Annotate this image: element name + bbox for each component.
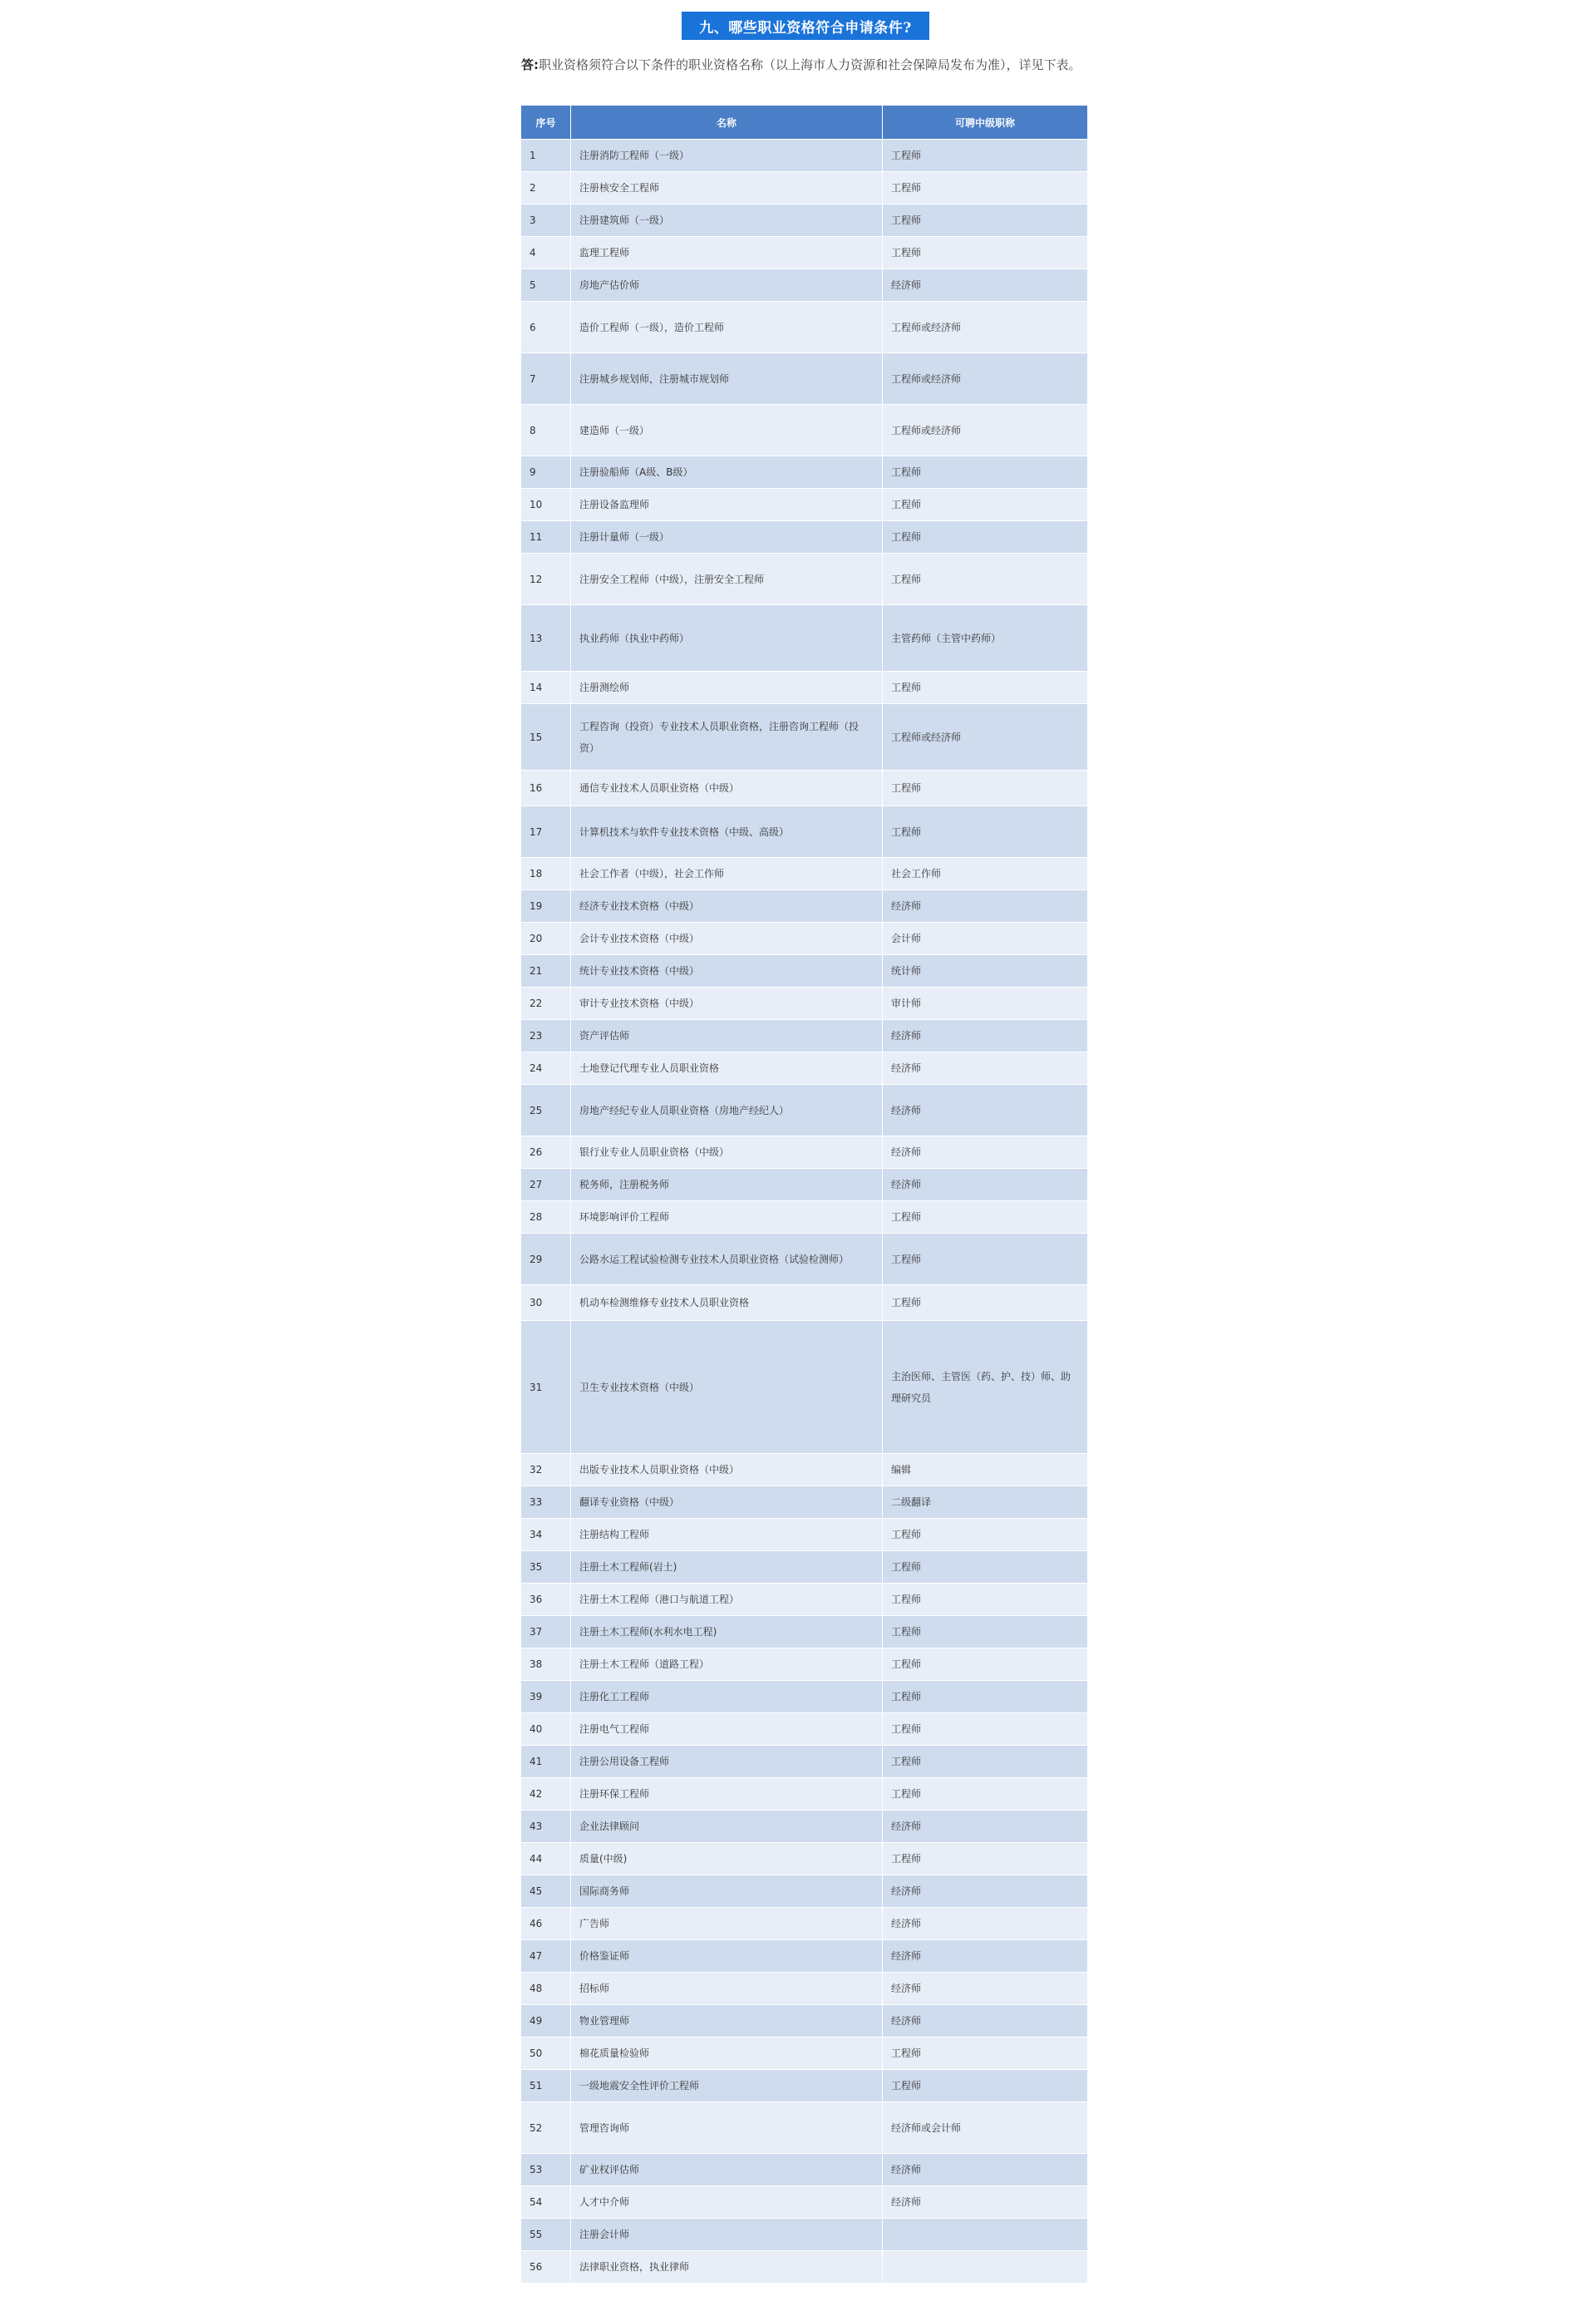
- row-number-cell: 53: [521, 2154, 571, 2186]
- qualification-name-cell: 质量(中级): [571, 1843, 883, 1875]
- qualification-name-cell: 注册土木工程师（港口与航道工程）: [571, 1584, 883, 1616]
- table-row: [521, 1201, 1088, 1234]
- row-number-cell: 6: [521, 302, 571, 353]
- table-row: [521, 1486, 1088, 1519]
- row-number-cell: 30: [521, 1285, 571, 1321]
- table-row: [521, 2154, 1088, 2186]
- row-number-cell: 12: [521, 554, 571, 605]
- table-row: [521, 269, 1088, 302]
- professional-title-cell: 工程师: [883, 1681, 1088, 1713]
- qualification-name-cell: 注册土木工程师(水利水电工程): [571, 1616, 883, 1648]
- row-number-cell: 27: [521, 1169, 571, 1201]
- row-number-cell: 1: [521, 140, 571, 172]
- qualification-name-cell: 注册公用设备工程师: [571, 1746, 883, 1778]
- qualification-name-cell: 注册化工工程师: [571, 1681, 883, 1713]
- qualification-name-cell: 注册土木工程师(岩土): [571, 1551, 883, 1584]
- row-number-cell: 28: [521, 1201, 571, 1234]
- row-number-cell: 18: [521, 858, 571, 890]
- qualification-name-cell: 出版专业技术人员职业资格（中级）: [571, 1454, 883, 1486]
- qualification-name-cell: 经济专业技术资格（中级）: [571, 890, 883, 923]
- row-number-cell: 45: [521, 1875, 571, 1908]
- professional-title-cell: 经济师: [883, 1811, 1088, 1843]
- table-row: [521, 890, 1088, 923]
- qualification-name-cell: 注册验船师（A级、B级）: [571, 456, 883, 489]
- table-row: [521, 1875, 1088, 1908]
- answer-label: 答:: [521, 57, 539, 72]
- table-row: [521, 2102, 1088, 2154]
- professional-title-cell: 工程师: [883, 1519, 1088, 1551]
- professional-title-cell: 工程师: [883, 1285, 1088, 1321]
- table-row: [521, 1648, 1088, 1681]
- professional-title-cell: 工程师或经济师: [883, 302, 1088, 353]
- qualification-name-cell: 注册城乡规划师，注册城市规划师: [571, 353, 883, 405]
- professional-title-cell: 统计师: [883, 955, 1088, 988]
- row-number-cell: 49: [521, 2005, 571, 2037]
- table-row: [521, 955, 1088, 988]
- table-row: [521, 2037, 1088, 2070]
- professional-title-cell: 工程师: [883, 521, 1088, 554]
- professional-title-cell: 工程师: [883, 456, 1088, 489]
- professional-title-cell: [883, 2219, 1088, 2251]
- professional-title-cell: 主治医师、主管医（药、护、技）师、助理研究员: [883, 1321, 1088, 1454]
- professional-title-cell: 工程师或经济师: [883, 405, 1088, 456]
- professional-title-cell: 工程师: [883, 140, 1088, 172]
- row-number-cell: 56: [521, 2251, 571, 2284]
- qualification-name-cell: 建造师（一级）: [571, 405, 883, 456]
- professional-title-cell: 工程师: [883, 2070, 1088, 2102]
- qualification-name-cell: 注册核安全工程师: [571, 172, 883, 204]
- professional-title-cell: 工程师: [883, 672, 1088, 704]
- row-number-cell: 37: [521, 1616, 571, 1648]
- row-number-cell: 32: [521, 1454, 571, 1486]
- row-number-cell: 52: [521, 2102, 571, 2154]
- table-row: [521, 1285, 1088, 1321]
- professional-title-cell: 社会工作师: [883, 858, 1088, 890]
- professional-title-cell: 工程师: [883, 1234, 1088, 1285]
- qualification-name-cell: 注册环保工程师: [571, 1778, 883, 1811]
- table-row: [521, 1843, 1088, 1875]
- row-number-cell: 50: [521, 2037, 571, 2070]
- row-number-cell: 42: [521, 1778, 571, 1811]
- professional-title-cell: 经济师: [883, 1875, 1088, 1908]
- row-number-cell: 41: [521, 1746, 571, 1778]
- qualification-name-cell: 注册测绘师: [571, 672, 883, 704]
- professional-title-cell: 经济师: [883, 1908, 1088, 1940]
- row-number-cell: 31: [521, 1321, 571, 1454]
- table-row: [521, 771, 1088, 806]
- professional-title-cell: 会计师: [883, 923, 1088, 955]
- professional-title-cell: 工程师: [883, 806, 1088, 858]
- table-row: [521, 605, 1088, 672]
- qualification-name-cell: 矿业权评估师: [571, 2154, 883, 2186]
- professional-title-cell: 主管药师（主管中药师）: [883, 605, 1088, 672]
- qualification-table-container: [520, 105, 1087, 2284]
- table-row: [521, 1584, 1088, 1616]
- row-number-cell: 16: [521, 771, 571, 806]
- table-row: [521, 704, 1088, 771]
- row-number-cell: 39: [521, 1681, 571, 1713]
- table-row: [521, 1052, 1088, 1085]
- professional-title-cell: 经济师: [883, 1973, 1088, 2005]
- professional-title-cell: 工程师: [883, 1201, 1088, 1234]
- row-number-cell: 5: [521, 269, 571, 302]
- row-number-cell: 11: [521, 521, 571, 554]
- qualification-name-cell: 土地登记代理专业人员职业资格: [571, 1052, 883, 1085]
- row-number-cell: 8: [521, 405, 571, 456]
- professional-title-cell: 工程师: [883, 237, 1088, 269]
- row-number-cell: 34: [521, 1519, 571, 1551]
- header-name: 名称: [571, 106, 883, 140]
- qualification-name-cell: 注册会计师: [571, 2219, 883, 2251]
- qualification-name-cell: 注册安全工程师（中级），注册安全工程师: [571, 554, 883, 605]
- table-row: [521, 521, 1088, 554]
- row-number-cell: 24: [521, 1052, 571, 1085]
- table-row: [521, 405, 1088, 456]
- table-body: [521, 140, 1088, 2284]
- row-number-cell: 36: [521, 1584, 571, 1616]
- qualification-table: [520, 105, 1088, 2284]
- table-row: [521, 2251, 1088, 2284]
- qualification-name-cell: 管理咨询师: [571, 2102, 883, 2154]
- professional-title-cell: 经济师: [883, 2154, 1088, 2186]
- qualification-name-cell: 通信专业技术人员职业资格（中级）: [571, 771, 883, 806]
- professional-title-cell: 经济师: [883, 1136, 1088, 1169]
- professional-title-cell: 经济师: [883, 890, 1088, 923]
- professional-title-cell: 工程师: [883, 1584, 1088, 1616]
- professional-title-cell: 工程师: [883, 2037, 1088, 2070]
- professional-title-cell: 工程师: [883, 172, 1088, 204]
- qualification-name-cell: 价格鉴证师: [571, 1940, 883, 1973]
- professional-title-cell: 二级翻译: [883, 1486, 1088, 1519]
- header-number: 序号: [521, 106, 571, 140]
- table-row: [521, 1020, 1088, 1052]
- table-row: [521, 1519, 1088, 1551]
- table-row: [521, 1713, 1088, 1746]
- row-number-cell: 7: [521, 353, 571, 405]
- qualification-name-cell: 税务师，注册税务师: [571, 1169, 883, 1201]
- table-header-row: [521, 106, 1088, 140]
- row-number-cell: 19: [521, 890, 571, 923]
- professional-title-cell: 经济师: [883, 1020, 1088, 1052]
- qualification-name-cell: 注册结构工程师: [571, 1519, 883, 1551]
- qualification-name-cell: 监理工程师: [571, 237, 883, 269]
- qualification-name-cell: 公路水运工程试验检测专业技术人员职业资格（试验检测师）: [571, 1234, 883, 1285]
- table-row: [521, 1811, 1088, 1843]
- row-number-cell: 48: [521, 1973, 571, 2005]
- table-row: [521, 302, 1088, 353]
- qualification-name-cell: 社会工作者（中级），社会工作师: [571, 858, 883, 890]
- row-number-cell: 29: [521, 1234, 571, 1285]
- qualification-name-cell: 卫生专业技术资格（中级）: [571, 1321, 883, 1454]
- header-title: 可聘中级职称: [883, 106, 1088, 140]
- row-number-cell: 13: [521, 605, 571, 672]
- qualification-name-cell: 人才中介师: [571, 2186, 883, 2219]
- row-number-cell: 17: [521, 806, 571, 858]
- professional-title-cell: 经济师或会计师: [883, 2102, 1088, 2154]
- qualification-name-cell: 国际商务师: [571, 1875, 883, 1908]
- qualification-name-cell: 统计专业技术资格（中级）: [571, 955, 883, 988]
- table-row: [521, 1321, 1088, 1454]
- table-row: [521, 1908, 1088, 1940]
- professional-title-cell: 工程师: [883, 1746, 1088, 1778]
- qualification-name-cell: 注册消防工程师（一级）: [571, 140, 883, 172]
- table-row: [521, 672, 1088, 704]
- professional-title-cell: 经济师: [883, 1052, 1088, 1085]
- row-number-cell: 4: [521, 237, 571, 269]
- table-row: [521, 2186, 1088, 2219]
- row-number-cell: 3: [521, 204, 571, 237]
- professional-title-cell: 工程师或经济师: [883, 353, 1088, 405]
- row-number-cell: 44: [521, 1843, 571, 1875]
- row-number-cell: 21: [521, 955, 571, 988]
- qualification-name-cell: 一级地震安全性评价工程师: [571, 2070, 883, 2102]
- table-row: [521, 923, 1088, 955]
- table-row: [521, 1085, 1088, 1136]
- qualification-name-cell: 注册建筑师（一级）: [571, 204, 883, 237]
- row-number-cell: 25: [521, 1085, 571, 1136]
- table-row: [521, 1169, 1088, 1201]
- qualification-name-cell: 注册电气工程师: [571, 1713, 883, 1746]
- table-row: [521, 1973, 1088, 2005]
- professional-title-cell: 编辑: [883, 1454, 1088, 1486]
- table-row: [521, 172, 1088, 204]
- professional-title-cell: 经济师: [883, 1940, 1088, 1973]
- row-number-cell: 43: [521, 1811, 571, 1843]
- qualification-name-cell: 招标师: [571, 1973, 883, 2005]
- professional-title-cell: 工程师: [883, 771, 1088, 806]
- row-number-cell: 9: [521, 456, 571, 489]
- qualification-name-cell: 翻译专业资格（中级）: [571, 1486, 883, 1519]
- professional-title-cell: 经济师: [883, 1169, 1088, 1201]
- professional-title-cell: 工程师: [883, 1843, 1088, 1875]
- qualification-name-cell: 棉花质量检验师: [571, 2037, 883, 2070]
- professional-title-cell: 工程师: [883, 554, 1088, 605]
- table-row: [521, 806, 1088, 858]
- row-number-cell: 20: [521, 923, 571, 955]
- intro-paragraph: [521, 53, 1091, 76]
- qualification-name-cell: 法律职业资格，执业律师: [571, 2251, 883, 2284]
- table-row: [521, 1551, 1088, 1584]
- row-number-cell: 38: [521, 1648, 571, 1681]
- row-number-cell: 51: [521, 2070, 571, 2102]
- table-row: [521, 237, 1088, 269]
- table-row: [521, 140, 1088, 172]
- row-number-cell: 23: [521, 1020, 571, 1052]
- professional-title-cell: 工程师或经济师: [883, 704, 1088, 771]
- row-number-cell: 33: [521, 1486, 571, 1519]
- professional-title-cell: 工程师: [883, 204, 1088, 237]
- row-number-cell: 2: [521, 172, 571, 204]
- table-row: [521, 2005, 1088, 2037]
- table-row: [521, 1454, 1088, 1486]
- professional-title-cell: 审计师: [883, 988, 1088, 1020]
- qualification-name-cell: 执业药师（执业中药师）: [571, 605, 883, 672]
- qualification-name-cell: 审计专业技术资格（中级）: [571, 988, 883, 1020]
- row-number-cell: 35: [521, 1551, 571, 1584]
- row-number-cell: 14: [521, 672, 571, 704]
- row-number-cell: 40: [521, 1713, 571, 1746]
- qualification-name-cell: 银行业专业人员职业资格（中级）: [571, 1136, 883, 1169]
- table-row: [521, 1746, 1088, 1778]
- table-row: [521, 204, 1088, 237]
- qualification-name-cell: 造价工程师（一级），造价工程师: [571, 302, 883, 353]
- professional-title-cell: 工程师: [883, 489, 1088, 521]
- row-number-cell: 55: [521, 2219, 571, 2251]
- table-row: [521, 1136, 1088, 1169]
- table-row: [521, 489, 1088, 521]
- qualification-name-cell: 注册土木工程师（道路工程）: [571, 1648, 883, 1681]
- table-row: [521, 988, 1088, 1020]
- table-row: [521, 2070, 1088, 2102]
- qualification-name-cell: 会计专业技术资格（中级）: [571, 923, 883, 955]
- table-row: [521, 456, 1088, 489]
- professional-title-cell: 经济师: [883, 269, 1088, 302]
- row-number-cell: 26: [521, 1136, 571, 1169]
- professional-title-cell: [883, 2251, 1088, 2284]
- professional-title-cell: 经济师: [883, 1085, 1088, 1136]
- row-number-cell: 15: [521, 704, 571, 771]
- table-row: [521, 1940, 1088, 1973]
- section-heading: 九、哪些职业资格符合申请条件?: [682, 12, 929, 40]
- qualification-name-cell: 计算机技术与软件专业技术资格（中级、高级）: [571, 806, 883, 858]
- table-row: [521, 1234, 1088, 1285]
- qualification-name-cell: 机动车检测维修专业技术人员职业资格: [571, 1285, 883, 1321]
- qualification-name-cell: 企业法律顾问: [571, 1811, 883, 1843]
- professional-title-cell: 经济师: [883, 2186, 1088, 2219]
- table-row: [521, 858, 1088, 890]
- professional-title-cell: 经济师: [883, 2005, 1088, 2037]
- intro-text: 职业资格须符合以下条件的职业资格名称（以上海市人力资源和社会保障局发布为准），详见下表。: [539, 57, 1081, 72]
- professional-title-cell: 工程师: [883, 1648, 1088, 1681]
- table-row: [521, 1681, 1088, 1713]
- table-row: [521, 353, 1088, 405]
- qualification-name-cell: 房地产经纪专业人员职业资格（房地产经纪人）: [571, 1085, 883, 1136]
- qualification-name-cell: 房地产估价师: [571, 269, 883, 302]
- row-number-cell: 22: [521, 988, 571, 1020]
- qualification-name-cell: 广告师: [571, 1908, 883, 1940]
- table-row: [521, 1616, 1088, 1648]
- professional-title-cell: 工程师: [883, 1616, 1088, 1648]
- qualification-name-cell: 资产评估师: [571, 1020, 883, 1052]
- row-number-cell: 47: [521, 1940, 571, 1973]
- professional-title-cell: 工程师: [883, 1778, 1088, 1811]
- qualification-name-cell: 注册计量师（一级）: [571, 521, 883, 554]
- row-number-cell: 46: [521, 1908, 571, 1940]
- qualification-name-cell: 工程咨询（投资）专业技术人员职业资格，注册咨询工程师（投资）: [571, 704, 883, 771]
- professional-title-cell: 工程师: [883, 1551, 1088, 1584]
- qualification-name-cell: 注册设备监理师: [571, 489, 883, 521]
- row-number-cell: 54: [521, 2186, 571, 2219]
- qualification-name-cell: 物业管理师: [571, 2005, 883, 2037]
- table-row: [521, 554, 1088, 605]
- table-row: [521, 2219, 1088, 2251]
- row-number-cell: 10: [521, 489, 571, 521]
- qualification-name-cell: 环境影响评价工程师: [571, 1201, 883, 1234]
- table-row: [521, 1778, 1088, 1811]
- professional-title-cell: 工程师: [883, 1713, 1088, 1746]
